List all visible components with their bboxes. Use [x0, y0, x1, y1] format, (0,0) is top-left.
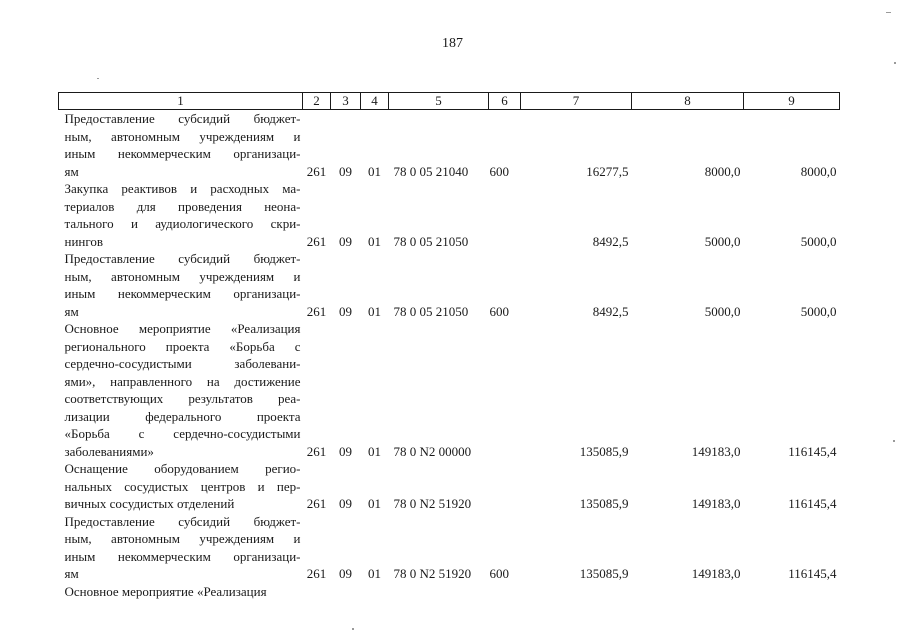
cell-c2: 261: [306, 496, 327, 511]
table-row: [59, 320, 840, 460]
description-line: ям: [64, 303, 79, 319]
cell-c7: 8492,5: [592, 233, 629, 249]
row-description: [59, 320, 303, 460]
cell-c6: [489, 320, 521, 460]
cell-c8: 149183,0: [691, 496, 741, 511]
page-number: 187: [442, 36, 463, 51]
description-line: Оснащение оборудованием регио-: [64, 461, 301, 476]
description-line: ям: [64, 163, 79, 179]
cell-c5: 78 0 05 21050: [393, 303, 469, 319]
description-line: соответствующих результатов реа-: [64, 391, 301, 406]
table-row: [59, 180, 840, 250]
scan-speck: [886, 12, 891, 13]
row-description: [59, 250, 303, 320]
column-header: 4: [361, 93, 389, 110]
row-description: [59, 180, 303, 250]
table-row: [59, 250, 840, 320]
cell-c8: 149183,0: [691, 443, 741, 459]
table-row: [59, 460, 840, 513]
description-line: ным, автономным учреждениям и: [64, 268, 301, 284]
cell-c9: 8000,0: [800, 163, 837, 179]
cell-c9: 116145,4: [788, 496, 837, 511]
table-row: [59, 110, 840, 181]
cell-c3: 09: [339, 496, 352, 511]
budget-table: [58, 92, 840, 600]
description-line: иным некоммерческим организаци-: [64, 146, 301, 161]
cell-c2: 261: [306, 303, 327, 319]
cell-c9: 116145,4: [788, 566, 837, 581]
description-line: иным некоммерческим организаци-: [64, 548, 301, 564]
row-description: [59, 513, 303, 583]
cell-c4: 01: [368, 163, 381, 179]
description-line: «Борьба с сердечно-сосудистыми: [64, 426, 301, 441]
cell-c7: [521, 583, 632, 601]
description-line: сердечно-сосудистыми заболевани-: [64, 356, 301, 371]
description-line: ным, автономным учреждениям и: [64, 128, 301, 144]
description-line: регионального проекта «Борьба с: [64, 338, 301, 354]
cell-c8: [632, 583, 744, 601]
cell-c9: 5000,0: [800, 233, 837, 249]
column-header: 5: [389, 93, 489, 110]
description-line: иным некоммерческим организаци-: [64, 286, 301, 301]
cell-c7: 16277,5: [586, 163, 629, 179]
scan-speck: [97, 78, 99, 79]
cell-c2: [303, 583, 331, 601]
cell-c5: 78 0 05 21050: [393, 233, 469, 249]
cell-c9: 5000,0: [800, 303, 837, 319]
column-header: 7: [521, 93, 632, 110]
cell-c8: 149183,0: [691, 566, 741, 581]
cell-c2: 261: [306, 566, 327, 581]
column-header: 9: [744, 93, 840, 110]
column-header: 2: [303, 93, 331, 110]
cell-c4: [361, 583, 389, 601]
cell-c2: 261: [306, 233, 327, 249]
cell-c6: 600: [489, 303, 509, 319]
description-line: лизации федерального проекта: [64, 408, 301, 424]
description-line: заболеваниями»: [64, 443, 154, 459]
table-row: [59, 583, 840, 601]
cell-c3: 09: [339, 303, 352, 319]
cell-c7: 135085,9: [579, 443, 629, 459]
cell-c5: 78 0 N2 00000: [393, 443, 472, 459]
description-line: нингов: [64, 233, 104, 249]
cell-c5: 78 0 N2 51920: [393, 496, 472, 511]
column-header: 8: [632, 93, 744, 110]
cell-c3: 09: [339, 233, 352, 249]
description-line: ями», направленного на достижение: [64, 373, 301, 389]
cell-c6: [489, 460, 521, 513]
cell-c8: 5000,0: [704, 303, 741, 319]
scan-speck: [352, 628, 354, 630]
cell-c4: 01: [368, 496, 381, 511]
cell-c3: [331, 583, 361, 601]
cell-c2: 261: [306, 443, 327, 459]
cell-c5: 78 0 N2 51920: [393, 566, 472, 581]
column-header: 3: [331, 93, 361, 110]
cell-c7: 8492,5: [592, 303, 629, 319]
cell-c5: [389, 583, 489, 601]
description-line: нальных сосудистых центров и пер-: [64, 478, 301, 494]
description-line: Закупка реактивов и расходных ма-: [64, 181, 301, 196]
column-header: 6: [489, 93, 521, 110]
description-line: Основное мероприятие «Реализация: [64, 583, 267, 599]
description-line: тального и аудиологического скри-: [64, 216, 301, 231]
cell-c8: 8000,0: [704, 163, 741, 179]
cell-c7: 135085,9: [579, 566, 629, 581]
row-description: [59, 460, 303, 513]
description-line: Предоставление субсидий бюджет-: [64, 111, 301, 126]
header-row: [59, 93, 840, 110]
cell-c9: 116145,4: [788, 443, 837, 459]
cell-c3: 09: [339, 443, 352, 459]
table-row: [59, 513, 840, 583]
cell-c2: 261: [306, 163, 327, 179]
cell-c4: 01: [368, 566, 381, 581]
description-line: ным, автономным учреждениям и: [64, 531, 301, 546]
scan-speck: [893, 440, 895, 442]
column-header: 1: [59, 93, 303, 110]
description-line: Предоставление субсидий бюджет-: [64, 513, 301, 529]
description-line: вичных сосудистых отделений: [64, 496, 235, 511]
cell-c5: 78 0 05 21040: [393, 163, 469, 179]
scan-speck: [894, 62, 896, 64]
cell-c7: 135085,9: [579, 496, 629, 511]
cell-c8: 5000,0: [704, 233, 741, 249]
cell-c9: [744, 583, 840, 601]
description-line: ям: [64, 566, 79, 581]
row-description: [59, 110, 303, 181]
cell-c4: 01: [368, 303, 381, 319]
cell-c6: 600: [489, 566, 509, 581]
row-description: [59, 583, 303, 601]
cell-c4: 01: [368, 233, 381, 249]
cell-c3: 09: [339, 566, 352, 581]
description-line: Предоставление субсидий бюджет-: [64, 251, 301, 266]
cell-c4: 01: [368, 443, 381, 459]
description-line: Основное мероприятие «Реализация: [64, 321, 301, 336]
description-line: териалов для проведения неона-: [64, 198, 301, 214]
cell-c6: [489, 180, 521, 250]
cell-c3: 09: [339, 163, 352, 179]
cell-c6: [489, 583, 521, 601]
cell-c6: 600: [489, 163, 509, 179]
